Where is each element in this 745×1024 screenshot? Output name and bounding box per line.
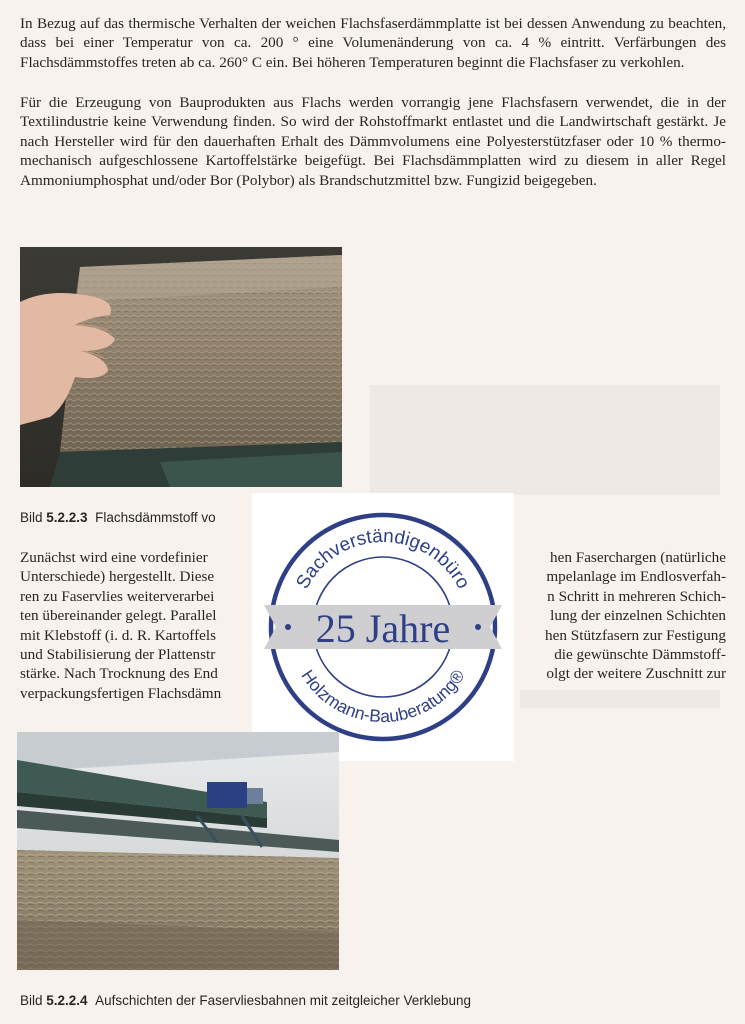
seal-center-text: 25 Jahre: [315, 606, 451, 651]
text-line: und Stabilisierung der Plattenstr: [20, 646, 216, 664]
paragraph-thermal: In Bezug auf das thermische Verhalten der weichen Flachsfaserdämmplatte ist bei dessen Anwendung zu beachten, dass bei einer Temperatur von ca. 200 ° eine Volumenänderung von ca. 4 % eintritt. Verfärbungen des Flachsdämmstoffes treten ab ca. 260° C ein. Bei höheren Temperaturen beginnt die Flachsfaser zu verkohlen.: [20, 15, 726, 71]
text-line: hen Faserchargen (natürliche: [550, 549, 726, 566]
text-line: verpackungsfertigen Flachsdämn: [20, 684, 222, 702]
text-line: Unterschiede) hergestellt. Diese: [20, 568, 215, 586]
figure-number: 5.2.2.3: [46, 510, 88, 525]
text-line: olgt der weitere Zuschnitt zur: [546, 665, 726, 683]
text-line: hen Stützfasern zur Festigung: [545, 626, 726, 644]
paragraph-process-left: [20, 548, 252, 703]
figure-caption-1: Bild 5.2.2.3 Flachsdämmstoff vo: [20, 510, 216, 525]
paragraph-process-right: [514, 548, 726, 684]
text-line: mit Klebstoff (i. d. R. Kartoffels: [20, 626, 217, 644]
production-line-photo: [17, 732, 339, 970]
seal-bottom-text: Holzmann-Bauberatung®: [297, 666, 469, 727]
figure-caption-2: Bild 5.2.2.4 Aufschichten der Faservliesbahnen mit zeitgleicher Verklebung: [20, 993, 472, 1008]
paragraph-production: Für die Erzeugung von Bauprodukten aus Flachs werden vorrangig jene Flachsfasern verwendet, die in der Textilindustrie keine Verwendung finden. So wird der Rohstoffmarkt entlastet und die Landwirtschaft gestärkt. Je nach Hersteller wird für den dauerhaften Erhalt des Dämmvolumens eine Polyesterstützfaser oder 10 % thermo-mechanisch aufgeschlossene Kartoffelstärke beigefügt. Bei Flachsdämmplatten wird zu diesem in aller Regel Ammoniumphosphat und/oder Bor (Polybor) als Brandschutzmittel bzw. Fungizid beigegeben.: [20, 94, 726, 189]
text-line: ten übereinander gelegt. Parallel: [20, 607, 217, 625]
text-line: n Schritt in mehreren Schich-: [547, 587, 726, 605]
anniversary-seal: [252, 493, 514, 761]
text-line: Zunächst wird eine vordefinier: [20, 549, 208, 566]
text-line: die gewünschte Dämmstoff-: [554, 646, 726, 664]
seal-top-text: Sachverständigenbüro: [292, 525, 474, 593]
text-line: mpelanlage im Endlosverfah-: [546, 568, 726, 586]
text-line: stärke. Nach Trocknung des End: [20, 665, 218, 683]
figure-number: 5.2.2.4: [46, 993, 88, 1008]
text-line: ren zu Faservlies weiterverarbei: [20, 587, 215, 605]
text-line: lung der einzelnen Schichten: [550, 607, 726, 625]
show-through-shape: [520, 690, 720, 708]
flax-insulation-photo: [20, 247, 342, 487]
show-through-shape: [370, 385, 720, 495]
